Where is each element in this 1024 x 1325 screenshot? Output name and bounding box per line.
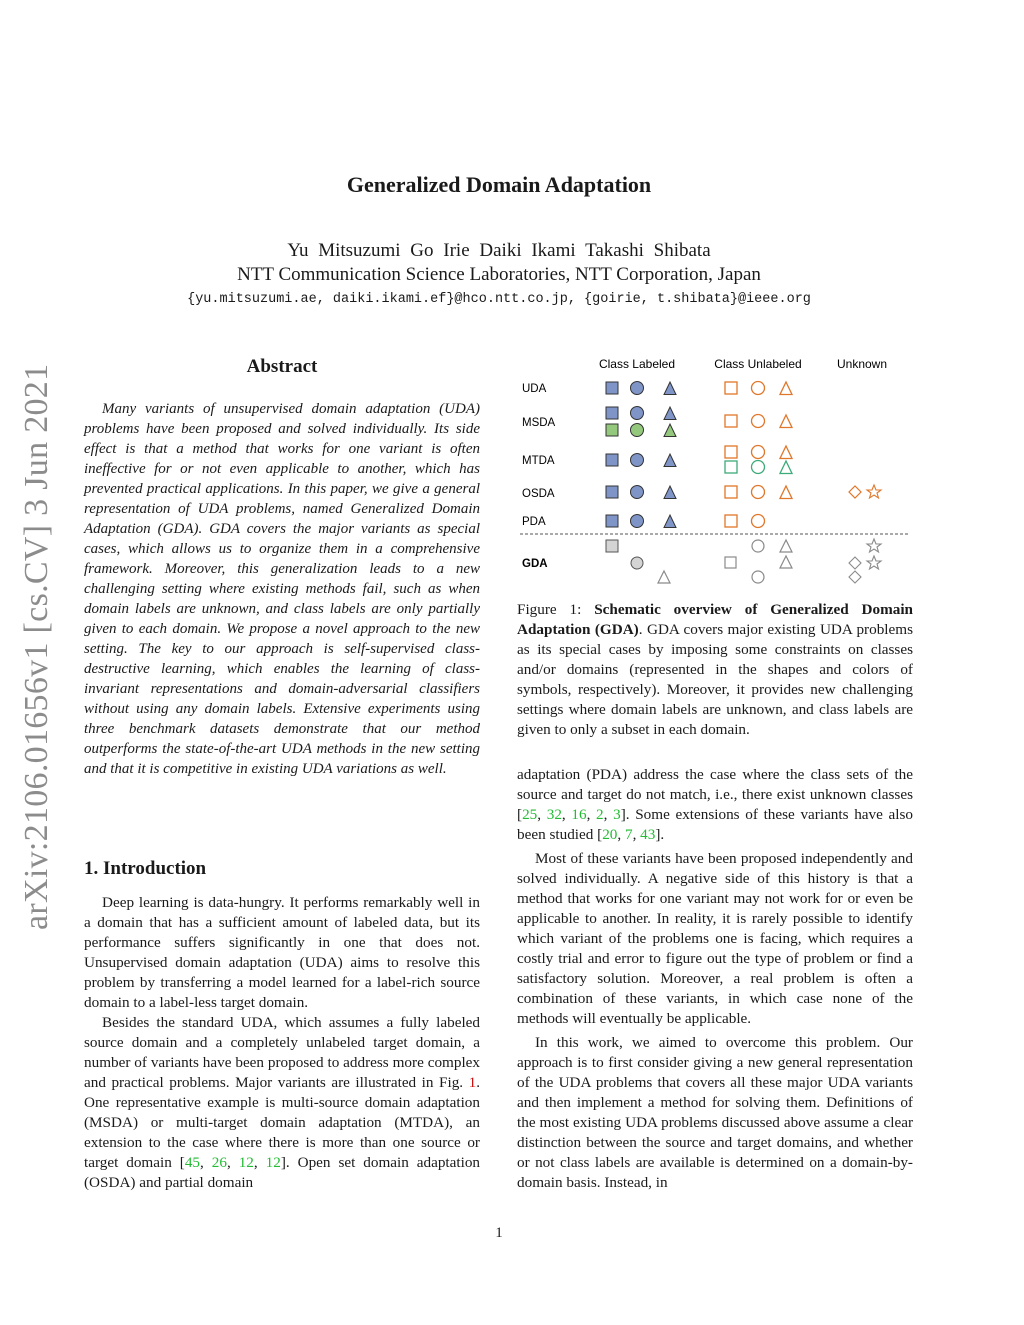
figure-1-schematic [515,350,915,590]
citation-link[interactable]: 43 [640,826,656,843]
citation-link[interactable]: 26 [211,1154,227,1171]
affiliation: NTT Communication Science Laboratories, NTT Corporation, Japan [237,264,761,285]
citation-link[interactable]: 20 [602,826,618,843]
row-label-osda: OSDA [522,488,555,500]
section-heading-introduction: 1. Introduction [84,858,207,879]
figure-reference-link[interactable]: 1 [468,1074,477,1091]
osda-row-symbols [606,485,881,499]
right-paragraph-3: In this work, we aimed to overcome this problem. Our approach is to first consider giving a new general representation of the UDA problems that covers all these major UDA variants and then implement a method for solving them. Definitions of the most existing UDA problems discussed above assume a clear distinction between the source and target domains, and whether or not class labels are available is determined on a domain-by-domain basis. Instead, in [517,1034,913,1191]
header-class-unlabeled: Class Unlabeled [714,357,802,371]
right-paragraph-1: adaptation (PDA) address the case where the class sets of the source and target do not match, i.e., there exist unknown classes [25, 32, 16, 2, 3]. Some extensions of these variants have also been studied [20, 7, 43]. [517,766,914,843]
row-label-mtda: MTDA [522,455,555,467]
row-label-pda: PDA [522,516,546,528]
paper-title: Generalized Domain Adaptation [346,172,652,197]
citation-link[interactable]: 25 [522,806,538,823]
abstract-heading: Abstract [246,356,318,377]
row-label-msda: MSDA [522,417,556,429]
header-unknown: Unknown [836,357,888,371]
author-emails: {yu.mitsuzumi.ae, daiki.ikami.ef}@hco.ntt.co.jp, {goirie, t.shibata}@ieee.org [187,292,811,307]
gda-row-symbols [606,539,881,583]
right-paragraph-2: Most of these variants have been proposed independently and solved individually. A negative side of this history is that a method that works for one variant may not work for or even be applicable to another. In reality, it is rarely possible to identify which variant of the problems one is facing, which requires a costly trial and error to figure out the type of problem or find a satisfactory solution. Moreover, a real problem is often a combination of these variants, in which case none of the methods will eventually be applicable. [517,850,913,1027]
citation-link[interactable]: 3 [613,806,621,823]
authors: Yu Mitsuzumi Go Irie Daiki Ikami Takashi Shibata [287,240,711,261]
msda-row-symbols [606,407,792,437]
uda-row-symbols [606,382,792,395]
pda-row-symbols [606,515,765,528]
row-label-gda: GDA [522,558,548,570]
header-class-labeled: Class Labeled [598,357,676,371]
right-column-body [517,765,913,1193]
citation-link[interactable]: 32 [546,806,562,823]
intro-paragraph-1: Deep learning is data-hungry. It performs remarkably well in a domain that has a sufficient amount of labeled data, but its performance suffers significantly in one that does not. Unsupervised domain adaptation (UDA) aims to resolve this problem by transferring a model learned for a label-rich source domain to a label-less target domain. [84,894,480,1011]
citation-link[interactable]: 12 [238,1154,254,1171]
citation-link[interactable]: 7 [624,826,633,843]
figure-1-caption: Figure 1: Schematic overview of Generalized Domain Adaptation (GDA). GDA covers major existing UDA problems as its special cases by imposing some constraints on classes and/or domains (represented in the shapes and colors of symbols, respectively). Moreover, it provides new challenging settings where domain labels are unknown, and class labels are given to only a subset in each domain. [517,601,914,738]
row-label-uda: UDA [522,383,547,395]
citation-link[interactable]: 45 [184,1154,200,1171]
arxiv-identifier: arXiv:2106.01656v1 [cs.CV] 3 Jun 2021 [18,363,55,930]
abstract-text: Many variants of unsupervised domain adaptation (UDA) problems have been proposed and solved individually. Its side effect is that a method that works for one variant is often ineffective for or not even applicable to another, which has prevented practical applications. In this paper, we give a general representation of UDA problems, named Generalized Domain Adaptation (GDA). GDA covers the major variants as special cases, which allows us to organize them in a comprehensive framework. Moreover, this generalization leads to a new challenging setting where existing methods fail, such as when domain labels are unknown, and class labels are only partially given to each domain. We propose a novel approach to the new setting. The key to our approach is self-supervised class-destructive learning, which enables the learning of class-invariant representations and domain-adversarial classifiers without using any domain labels. Extensive experiments using three benchmark datasets demonstrate that our method outperforms the state-of-the-art UDA methods in the new setting and that it is competitive in existing UDA variations as well. [84,401,480,777]
citation-link[interactable]: 16 [571,806,587,823]
citation-link[interactable]: 2 [596,806,604,823]
mtda-row-symbols [606,446,792,474]
page-number: 1 [495,1225,503,1241]
intro-paragraph-2: Besides the standard UDA, which assumes a fully labeled source domain and a completely unlabeled target domain, a number of variants have been proposed to address more complex and practical problems. Major variants are illustrated in Fig. 1. One representative example is multi-source domain adaptation (MSDA) or multi-target domain adaptation (MTDA), an extension to the case where there is more than one source or target domain [45, 26, 12, 12]. Open set domain adaptation (OSDA) and partial domain [84,1014,481,1191]
introduction-body [84,893,480,1193]
citation-link[interactable]: 12 [265,1154,281,1171]
